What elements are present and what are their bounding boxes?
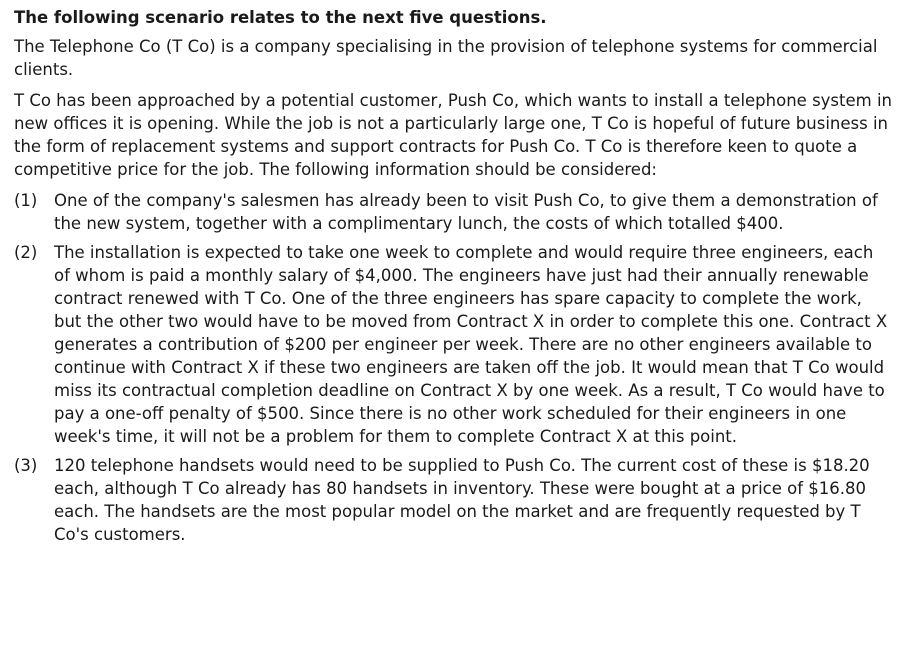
list-item [14,189,894,235]
list-item-text: The installation is expected to take one week to complete and would require three engineers, each of whom is paid a monthly salary of $4,000. The engineers have just had their annually renewable contract renewed with T Co. One of the three engineers has spare capacity to complete the work, but the other two would have to be moved from Contract X in order to complete this one. Contract X generates a contribution of $200 per engineer per week. There are no other engineers available to continue with Contract X if these two engineers are taken off the job. It would mean that T Co would miss its contractual completion deadline on Contract X by one week. As a result, T Co would have to pay a one-off penalty of $500. Since there is no other work scheduled for their engineers in one week's time, it will not be a problem for them to complete Contract X at this point. [54,243,888,446]
list-item-text: 120 telephone handsets would need to be supplied to Push Co. The current cost of these is $18.20 each, although T Co already has 80 handsets in inventory. These were bought at a price of $16.80 each. The handsets are the most popular model on the market and are frequently requested by T Co's customers. [54,456,870,544]
document-page [14,6,894,552]
list-item [14,241,894,448]
scenario-heading: The following scenario relates to the next five questions. [14,8,547,27]
intro-paragraph: The Telephone Co (T Co) is a company specialising in the provision of telephone systems for commercial clients. [14,37,878,79]
list-item-text: One of the company's salesmen has already been to visit Push Co, to give them a demonstration of the new system, together with a complimentary lunch, the costs of which totalled $400. [54,191,878,233]
context-paragraph: T Co has been approached by a potential customer, Push Co, which wants to install a telephone system in new offices it is opening. While the job is not a particularly large one, T Co is hopeful of future business in the form of replacement systems and support contracts for Push Co. T Co is therefore keen to quote a competitive price for the job. The following information should be considered: [14,91,893,179]
list-item-number: (3) [14,456,38,475]
list-item-number: (1) [14,191,38,210]
considerations-list [14,189,894,546]
list-item [14,454,894,546]
list-item-number: (2) [14,243,38,262]
